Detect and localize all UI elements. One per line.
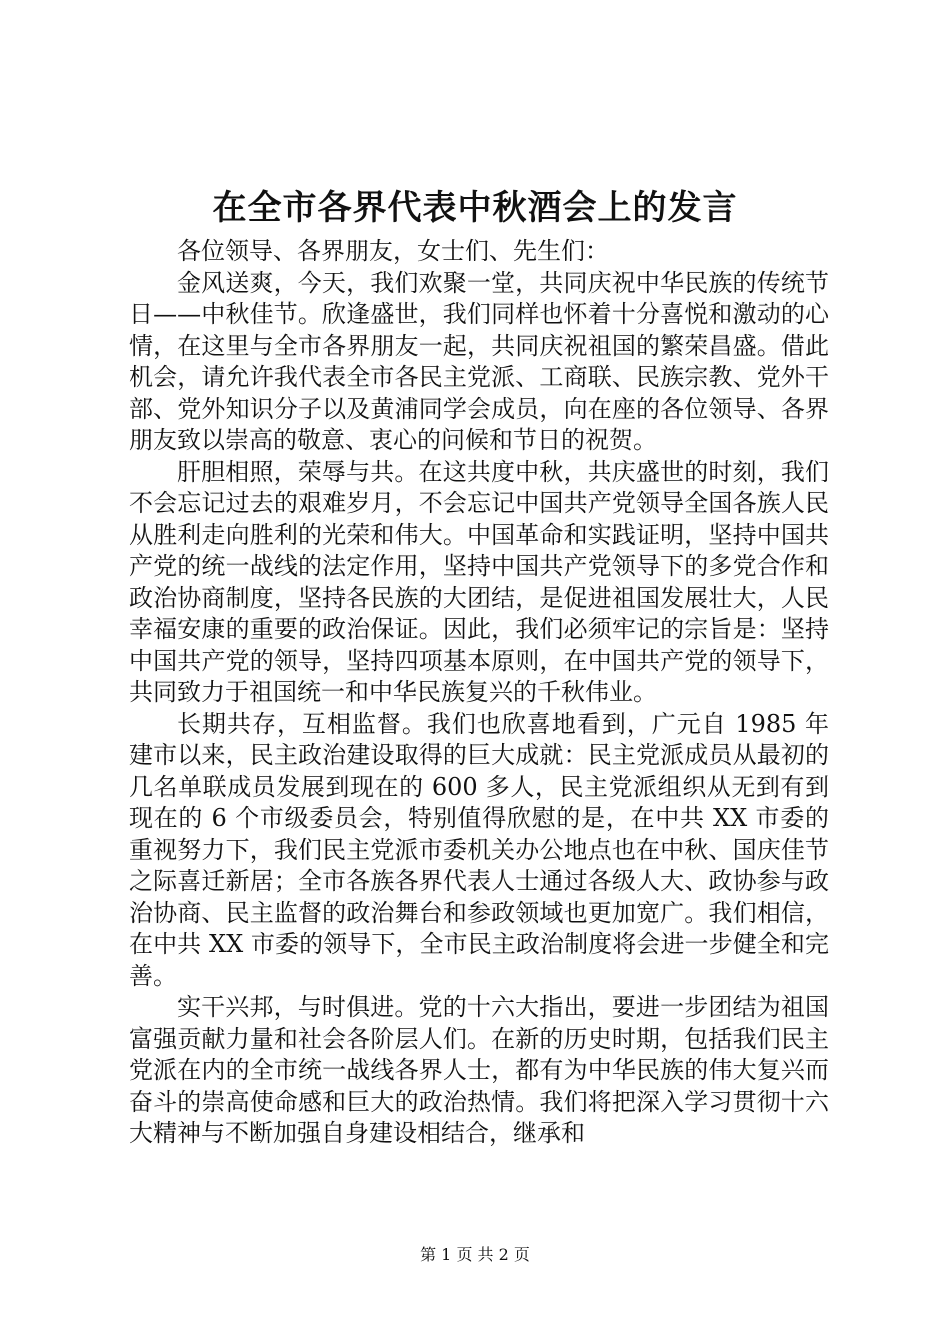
document-title: 在全市各界代表中秋酒会上的发言	[212, 188, 738, 228]
paragraph-4: 实干兴邦，与时俱进。党的十六大指出，要进一步团结为祖国富强贡献力量和社会各阶层人们。在新的历史时期，包括我们民主党派在内的全市统一战线各界人士，都有为中华民族的伟大复兴而奋斗的崇高使命感和巨大的政治热情。我们将把深入学习贯彻十六大精神与不断加强自身建设相结合，继承和	[129, 993, 829, 1147]
page-number-footer: 第 1 页 共 2 页	[420, 1245, 530, 1264]
salutation: 各位领导、各界朋友，女士们、先生们：	[177, 237, 609, 265]
paragraph-1: 金风送爽，今天，我们欢聚一堂，共同庆祝中华民族的传统节日——中秋佳节。欣逢盛世，我们同样也怀着十分喜悦和激动的心情，在这里与全市各界朋友一起，共同庆祝祖国的繁荣昌盛。借此机会，请允许我代表全市各民主党派、工商联、民族宗教、党外干部、党外知识分子以及黄浦同学会成员，向在座的各位领导、各界朋友致以崇高的敬意、衷心的问候和节日的祝贺。	[129, 268, 829, 454]
document-body	[129, 236, 829, 1150]
paragraph-3: 长期共存，互相监督。我们也欣喜地看到，广元自 1985 年建市以来，民主政治建设取得的巨大成就：民主党派成员从最初的几名单联成员发展到现在的 600 多人，民主党派组织从无到有到现在的 6 个市级委员会，特别值得欣慰的是，在中共 XX 市委的重视努力下，我们民主党派市委机关办公地点也在中秋、国庆佳节之际喜迁新居；全市各族各界代表人士通过各级人大、政协参与政治协商、民主监督的政治舞台和参政领域也更加宽广。我们相信，在中共 XX 市委的领导下，全市民主政治制度将会进一步健全和完善。	[129, 709, 829, 990]
paragraph-2: 肝胆相照，荣辱与共。在这共度中秋，共庆盛世的时刻，我们不会忘记过去的艰难岁月，不会忘记中国共产党领导全国各族人民从胜利走向胜利的光荣和伟大。中国革命和实践证明，坚持中国共产党的统一战线的法定作用，坚持中国共产党领导下的多党合作和政治协商制度，坚持各民族的大团结，是促进祖国发展壮大，人民幸福安康的重要的政治保证。因此，我们必须牢记的宗旨是：坚持中国共产党的领导，坚持四项基本原则，在中国共产党的领导下，共同致力于祖国统一和中华民族复兴的千秋伟业。	[129, 457, 829, 706]
